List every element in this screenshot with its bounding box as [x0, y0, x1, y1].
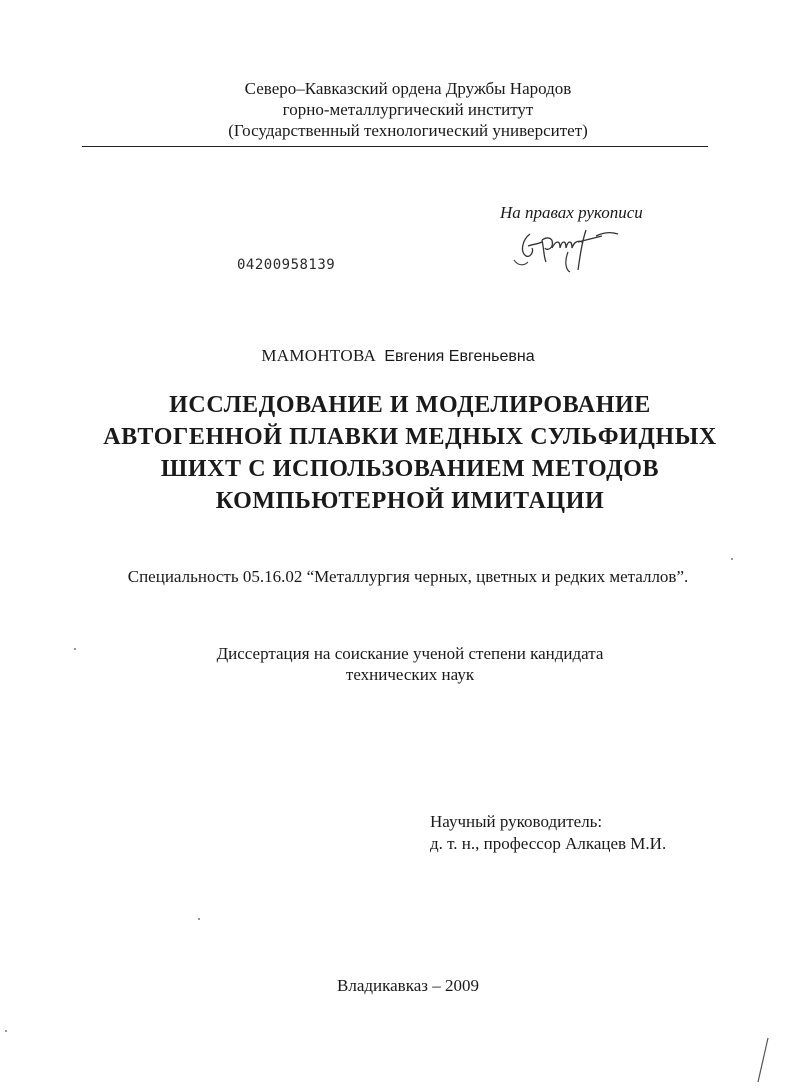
degree-statement: [12, 643, 796, 685]
catalog-number: 04200958139: [237, 257, 336, 273]
author-given-names: Евгения Евгеньевна: [384, 348, 535, 365]
title-line-4: КОМПЬЮТЕРНОЙ ИМИТАЦИИ: [215, 488, 605, 514]
degree-line-2: технических наук: [345, 665, 475, 684]
author-name: [0, 346, 796, 366]
institution-line-3: (Государственный технологический университет): [228, 121, 588, 140]
supervisor-label: Научный руководитель:: [430, 812, 603, 831]
title-line-1: ИССЛЕДОВАНИЕ И МОДЕЛИРОВАНИЕ: [169, 392, 651, 418]
manuscript-rights-note: На правах рукописи: [500, 203, 643, 222]
scan-edge-mark: [752, 1036, 772, 1086]
specialty-line: Специальность 05.16.02 “Металлургия черных, цветных и редких металлов”.: [127, 567, 689, 586]
dissertation-title: [12, 389, 796, 517]
supervisor-name: д. т. н., профессор Алкацев М.И.: [430, 834, 667, 853]
handwritten-signature: [508, 222, 628, 278]
institution-header: [10, 78, 796, 141]
title-line-2: АВТОГЕННОЙ ПЛАВКИ МЕДНЫХ СУЛЬФИДНЫХ: [103, 424, 717, 450]
institution-line-2: горно-металлургический институт: [282, 100, 534, 119]
scan-speck: [74, 648, 76, 650]
scan-speck: [198, 918, 200, 920]
place-and-year: Владикавказ – 2009: [337, 976, 479, 995]
header-divider: [82, 146, 708, 147]
scan-speck: [5, 1030, 7, 1032]
institution-line-1: Северо–Кавказский ордена Дружбы Народов: [244, 79, 572, 98]
author-surname: МАМОНТОВА: [261, 346, 377, 365]
supervisor-block: [430, 811, 666, 855]
degree-line-1: Диссертация на соискание ученой степени кандидата: [216, 644, 604, 663]
scan-speck: [731, 558, 733, 560]
title-line-3: ШИХТ С ИСПОЛЬЗОВАНИЕМ МЕТОДОВ: [160, 456, 660, 482]
